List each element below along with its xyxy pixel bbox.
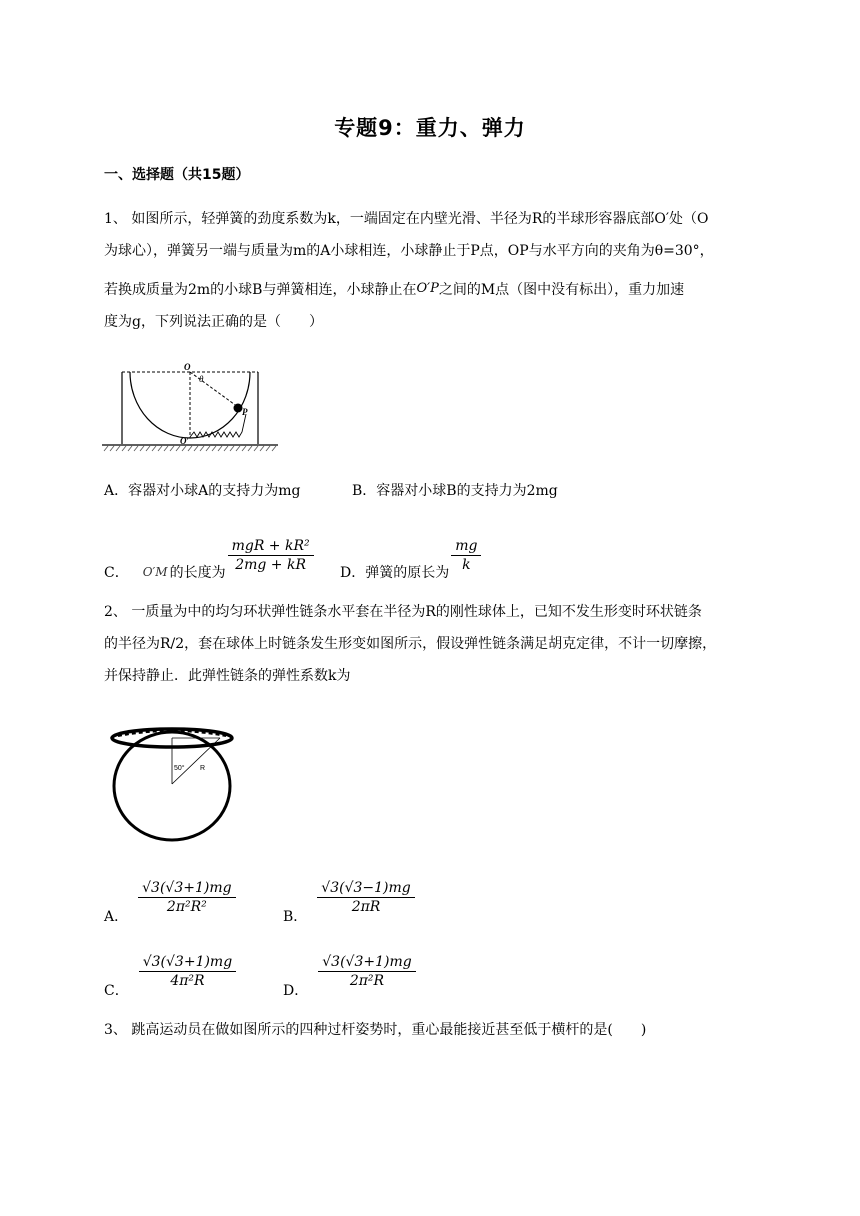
q1-option-c-numerator: mgR + kR²: [231, 537, 310, 554]
q2-option-b-numerator: √3(√3−1)mg: [321, 879, 411, 896]
page-title: 专题9：重力、弹力: [334, 116, 526, 140]
q1-fig-label-theta: θ: [199, 374, 204, 384]
q1-fig-label-p: P: [242, 407, 248, 417]
q2-option-d: [283, 942, 416, 1000]
q2-line-1: 2、 一质量为中的均匀环状弹性链条水平套在半径为R的刚性球体上，已知不发生形变时环状链条: [104, 604, 702, 620]
q1-fig-label-o: O: [184, 362, 191, 372]
q2-line-3: 并保持静止．此弹性链条的弹性系数k为: [104, 668, 351, 684]
q2-option-c: [104, 942, 236, 1000]
q1-option-d: [340, 528, 481, 582]
q2-option-c-numerator: √3(√3+1)mg: [142, 953, 233, 970]
q3-line-1: 3、 跳高运动员在做如图所示的四种过杆姿势时，重心最能接近甚至低于横杆的是( ): [104, 1022, 647, 1038]
q2-option-d-denominator: 2π²R: [349, 972, 385, 989]
q2-option-a-numerator: √3(√3+1)mg: [142, 879, 232, 896]
q1-line-3a: 若换成质量为2m的小球B与弹簧相连，小球静止在: [104, 282, 417, 298]
q1-option-d-denominator: k: [462, 556, 471, 573]
q2-option-a: [104, 868, 236, 926]
q1-option-c-fraction: [228, 537, 314, 574]
q1-fig-label-o-prime: O′: [180, 436, 190, 446]
q2-option-b-label: B．: [283, 909, 308, 925]
q2-line-2: 的半径为R/2，套在球体上时链条发生形变如图所示，假设弹性链条满足胡克定律，不计一切摩擦，: [104, 636, 717, 652]
q2-option-b-denominator: 2πR: [351, 898, 381, 915]
q1-option-c: [104, 528, 314, 582]
q1-option-b: B．容器对小球B的支持力为2mg: [352, 483, 558, 499]
q2-option-c-label: C．: [104, 983, 129, 999]
q2-fig-label-r: R: [200, 765, 206, 772]
section-heading: 一、选择题（共15题）: [104, 167, 250, 183]
q1-option-a: A．容器对小球A的支持力为mg: [104, 483, 301, 499]
question-3-text: [104, 1014, 764, 1046]
q1-line-1: 1、 如图所示，轻弹簧的劲度系数为k，一端固定在内壁光滑、半径为R的半球形容器底部O′处（O: [104, 211, 709, 227]
question-1-text: [104, 203, 764, 338]
q2-option-d-numerator: √3(√3+1)mg: [322, 953, 412, 970]
q1-option-c-denominator: 2mg + kR: [235, 556, 306, 573]
q2-option-a-fraction: [138, 879, 235, 916]
q2-fig-label-angle: 50°: [174, 765, 185, 772]
q2-option-b: [283, 868, 415, 926]
q1-line-2: 为球心），弹簧另一端与质量为m的A小球相连，小球静止于P点，OP与水平方向的夹角为θ=30°，: [104, 243, 714, 259]
q1-line-4: 度为g，下列说法正确的是（ ）: [104, 314, 323, 330]
q1-figure-container: [100, 360, 280, 458]
q2-option-b-fraction: [317, 879, 414, 916]
q2-option-c-denominator: 4π²R: [170, 972, 205, 989]
q2-option-d-label: D．: [283, 983, 309, 999]
question-2-text: [104, 596, 764, 692]
q1-option-d-numerator: mg: [455, 537, 478, 554]
q1-option-c-text: 的长度为: [169, 565, 226, 581]
q1-symbol-o-prime-p: O′P: [416, 281, 439, 296]
q2-figure-sphere: [108, 712, 236, 844]
q1-option-d-text: D．弹簧的原长为: [340, 565, 450, 581]
q1-line-3: [104, 273, 764, 306]
q2-option-a-label: A．: [104, 909, 129, 925]
q1-option-c-label: C．: [104, 565, 129, 581]
q2-option-a-denominator: 2π²R²: [166, 898, 207, 915]
q1-option-c-symbol: O′M: [142, 565, 168, 579]
q1-option-d-fraction: [451, 537, 481, 574]
q2-option-d-fraction: [318, 953, 415, 990]
q1-line-3b: 之间的M点（图中没有标出），重力加速: [438, 282, 685, 298]
q2-option-c-fraction: [139, 953, 236, 990]
